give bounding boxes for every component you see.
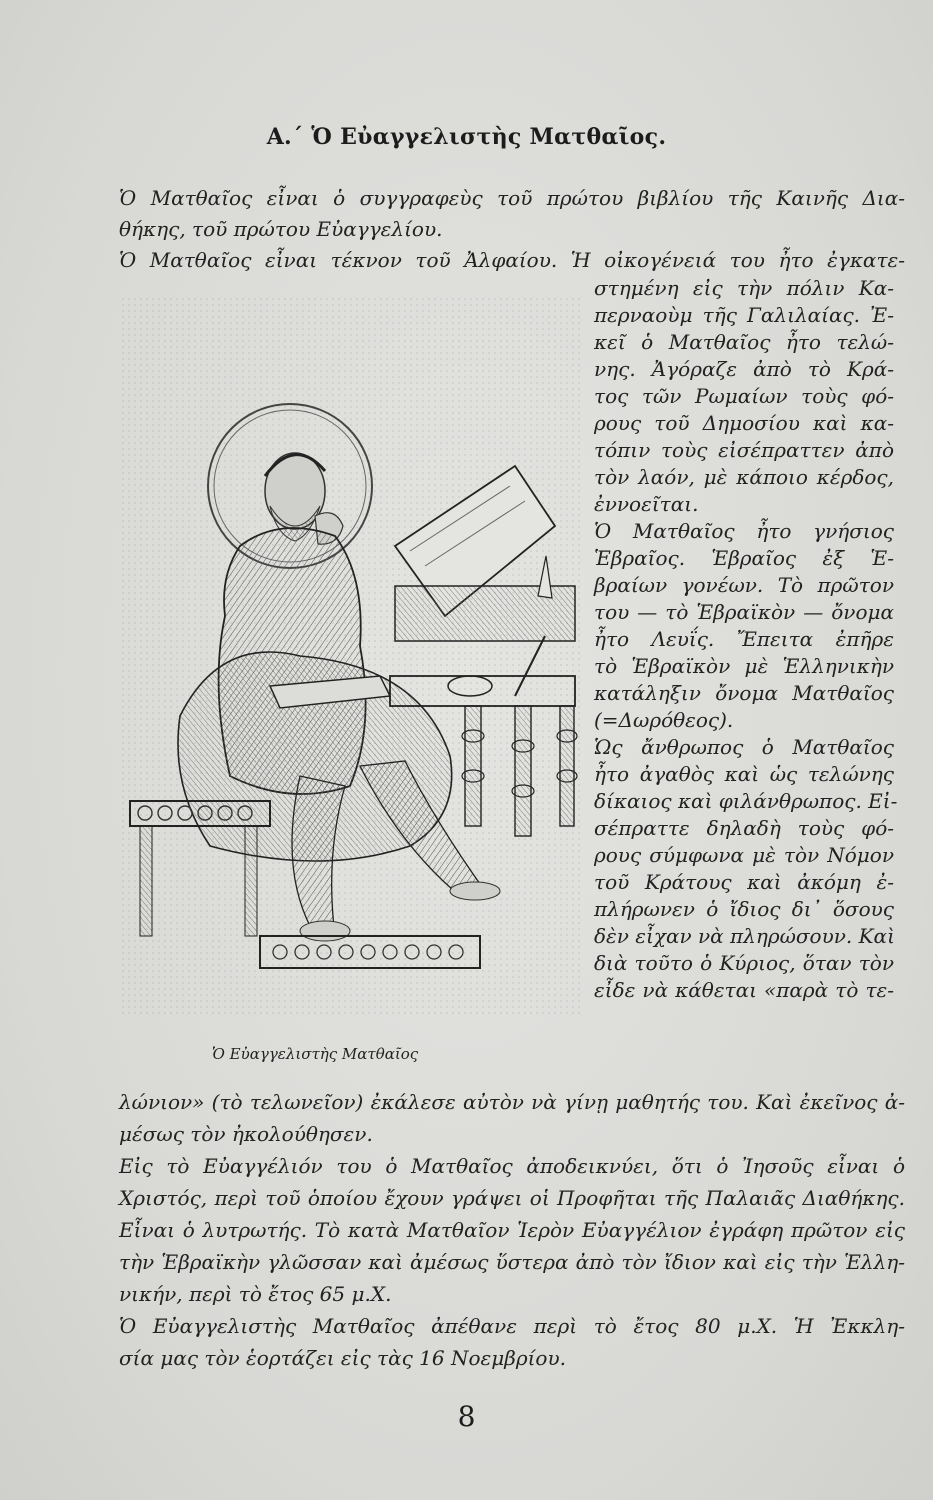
text-line: νικήν, περὶ τὸ ἔτος 65 μ.Χ. [119, 1282, 392, 1306]
text-line: τος τῶν Ρωμαίων τοὺς φό- [594, 384, 894, 408]
text-line: Ἑβραῖος. Ἑβραῖος ἐξ Ἑ- [594, 546, 894, 570]
text-line: εἶδε νὰ κάθεται «παρὰ τὸ τε- [594, 978, 894, 1002]
text-line: πλήρωνεν ὁ ἴδιος δι᾽ ὅσους [594, 897, 894, 921]
text-line: ρους σύμφωνα μὲ τὸν Νόμον [594, 843, 894, 867]
text-line: τὸν λαόν, μὲ κάποιο κέρδος, [594, 465, 894, 489]
text-line: διὰ τοῦτο ὁ Κύριος, ὅταν τὸν [594, 951, 894, 975]
text-line: δὲν εἶχαν νὰ πληρώσουν. Καὶ [594, 924, 895, 948]
text-line: ἦτο Λευΐς. Ἔπειτα ἐπῆρε [594, 627, 894, 651]
text-line: δίκαιος καὶ φιλάνθρωπος. Εἰ- [594, 789, 898, 813]
text-line: Εἰς τὸ Εὐαγγέλιόν του ὁ Ματθαῖος ἀποδεικνύει, ὅτι ὁ Ἰησοῦς εἶναι ὁ [119, 1154, 905, 1178]
text-line: σία μας τὸν ἑορτάζει εἰς τὰς 16 Νοεμβρίου. [119, 1346, 566, 1370]
text-line: Χριστός, περὶ τοῦ ὁποίου ἔχουν γράψει οἱ Προφῆται τῆς Παλαιᾶς Διαθήκης. [119, 1186, 905, 1210]
text-line: ἐννοεῖται. [594, 492, 699, 516]
text-line: τὸ Ἑβραϊκὸν μὲ Ἑλληνικὴν [594, 654, 894, 678]
text-line: του — τὸ Ἑβραϊκὸν — ὄνομα [594, 600, 894, 624]
text-line: στημένη εἰς τὴν πόλιν Κα- [594, 276, 894, 300]
text-line: κεῖ ὁ Ματθαῖος ἦτο τελώ- [594, 330, 894, 354]
text-line: τὴν Ἑβραϊκὴν γλῶσσαν καὶ ἀμέσως ὕστερα ἀπὸ τὸν ἴδιον καὶ εἰς τὴν Ἑλλη- [119, 1250, 905, 1274]
text-line: βραίων γονέων. Τὸ πρῶτον [594, 573, 894, 597]
text-line: Ὁ Ματθαῖος εἶναι ὁ συγγραφεὺς τοῦ πρώτου βιβλίου τῆς Καινῆς Δια- [119, 186, 905, 210]
page-title: Α.΄ Ὁ Εὐαγγελιστὴς Ματθαῖος. [266, 124, 667, 150]
text-line: μέσως τὸν ἠκολούθησεν. [119, 1122, 373, 1146]
text-line: τοῦ Κράτους καὶ ἀκόμη ἐ- [594, 870, 894, 894]
text-line: Ὁ Ματθαῖος ἦτο γνήσιος [594, 519, 894, 543]
text-line: (=Δωρόθεος). [594, 708, 734, 732]
text-line: Εἶναι ὁ λυτρωτής. Τὸ κατὰ Ματθαῖον Ἱερὸν Εὐαγγέλιον ἐγράφη πρῶτον εἰς [119, 1218, 905, 1242]
text-line: Ὡς ἄνθρωπος ὁ Ματθαῖος [594, 735, 894, 759]
text-line: νης. Ἀγόραζε ἀπὸ τὸ Κρά- [594, 357, 894, 381]
text-line: ἦτο ἀγαθὸς καὶ ὡς τελώνης [594, 762, 894, 786]
text-line: Ὁ Ματθαῖος εἶναι τέκνον τοῦ Ἀλφαίου. Ἡ οἰκογένειά του ἦτο ἐγκατε- [119, 248, 905, 272]
text-line: τόπιν τοὺς εἰσέπραττεν ἀπὸ [594, 438, 894, 462]
text-line: θήκης, τοῦ πρώτου Εὐαγγελίου. [119, 217, 443, 241]
text-line: κατάληξιν ὄνομα Ματθαῖος [594, 681, 894, 705]
evangelist-matthew-illustration [120, 296, 582, 1018]
text-line: λώνιον» (τὸ τελωνεῖον) ἐκάλεσε αὐτὸν νὰ γίνῃ μαθητής του. Καὶ ἐκεῖνος ἀ- [119, 1090, 905, 1114]
page-number: 8 [457, 1400, 476, 1433]
illustration-caption: Ὁ Εὐαγγελιστὴς Ματθαῖος [212, 1045, 419, 1063]
text-line: περναοὺμ τῆς Γαλιλαίας. Ἐ- [594, 303, 894, 327]
text-line: ρους τοῦ Δημοσίου καὶ κα- [594, 411, 894, 435]
text-line: Ὁ Εὐαγγελιστὴς Ματθαῖος ἀπέθανε περὶ τὸ ἔτος 80 μ.Χ. Ἡ Ἐκκλη- [119, 1314, 905, 1338]
text-line: σέπραττε δηλαδὴ τοὺς φό- [594, 816, 894, 840]
